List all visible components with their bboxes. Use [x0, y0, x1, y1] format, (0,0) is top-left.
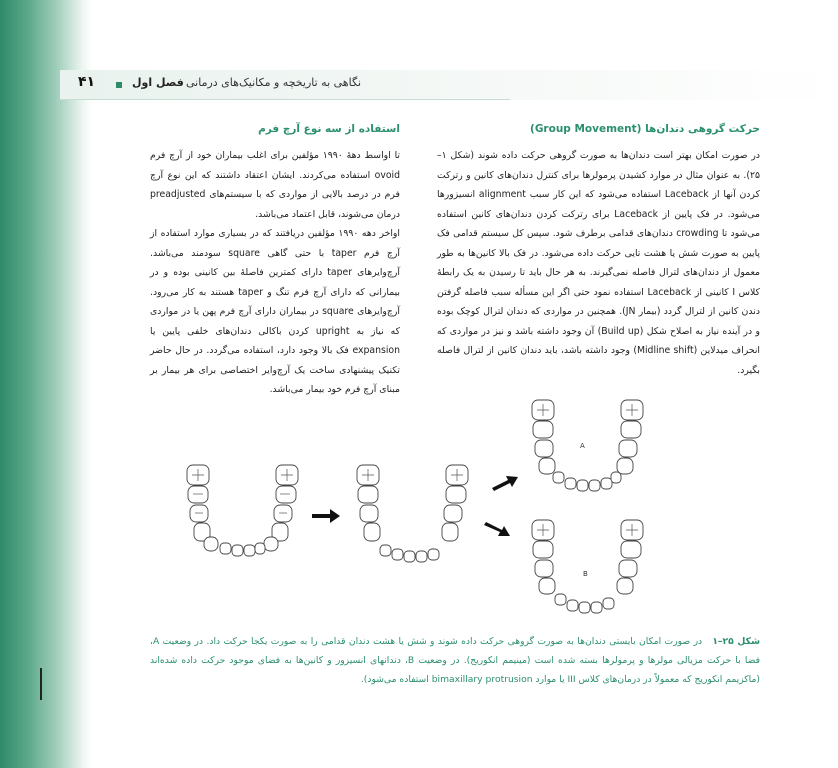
header-bullet-icon	[116, 82, 122, 88]
figure-label-b: B	[583, 570, 588, 578]
arrow-right-icon	[312, 509, 340, 523]
arch-initial	[187, 465, 298, 556]
arrow-down-right-icon	[484, 522, 510, 536]
running-header-title: نگاهی به تاریخچه و مکانیک‌های درمانی	[186, 76, 362, 89]
left-column-text	[150, 146, 400, 400]
figure-label-a: A	[580, 442, 585, 450]
figure-caption	[150, 632, 760, 689]
arrow-up-right-icon	[492, 476, 518, 491]
caption-number: شکل ۲۵–۱	[712, 636, 760, 647]
figure-dental-arches	[160, 380, 680, 625]
left-column-heading: استفاده از سه نوع آرچ فرم	[258, 123, 400, 135]
right-column-heading: حرکت گروهی دندان‌ها (Group Movement)	[530, 123, 760, 135]
margin-mark	[40, 668, 42, 700]
green-margin-band	[0, 0, 92, 768]
chapter-label: فصل اول	[132, 76, 184, 89]
page-number: ۴۱	[78, 74, 96, 90]
caption-text: در صورت امکان بایستی دندان‌ها به صورت گروهی حرکت داده شوند و شش یا هشت دندان قدامی را به صورت یکجا حرکت داد. در وضعیت A، فضا با حرکت مزیالی مولرها و پرمولرها بسته شده است (مینیمم انکوریج). در وضعیت B، دندانهای انسیزور و کانین‌ها به فضای موجود حرکت داده شده‌اند (ماکزیمم انکوریج که معمولاً در درمان‌های کلاس III یا موارد bimaxillary protrusion استفاده می‌شود).	[150, 636, 760, 685]
arch-result-b	[532, 520, 643, 613]
right-column-text	[437, 146, 760, 380]
header-rule	[60, 99, 510, 100]
arch-middle	[357, 465, 468, 562]
right-paragraph: در صورت امکان بهتر است دندان‌ها به صورت گروهی حرکت داده شوند (شکل ۱–۲۵). به عنوان مثال در موارد کشیدن پرمولرها برای کنترل دندان‌های کانین و رترکت کردن آنها از Laceback استفاده می‌شود که این کار سبب alignment انسیزورها می‌شود. در فک پایین از Laceback برای رترکت کردن دندان‌های کانین استفاده می‌شود تا crowding دندان‌های قدامی برطرف شود. سپس کل سیستم قدامی فک پایین به صورت شش یا هشت تایی حرکت داده می‌شود. در فک بالا کانین‌ها به طور معمول از دندان‌های لترال فاصله نمی‌گیرند. به هر حال باید تا رسیدن به یک رابطهٔ کلاس I کانینی از Laceback استفاده نمود حتی اگر این مسأله سبب فاصله گرفتن دندن کانین از لترال گردد (بیمار JN). همچنین در مواردی که دندان لترال کوچک بوده و در آینده نیاز به اصلاح شکل (Build up) آن وجود داشته باشد و نیز در مواردی که انحراف میدلاین (Midline shift) وجود داشته باشد، باید دندان کانین از لترال فاصله بگیرد.	[437, 150, 761, 376]
left-paragraph-2: اواخر دهه ۱۹۹۰ مؤلفین دریافتند که در بسیاری موارد استفاده از آرچ فرم taper با حتی گاهی square سودمند می‌باشد. آرچ‌وایرهای taper دارای کمترین فاصلهٔ بین کانینی بوده و در بیمارانی که دارای آرچ فرم تنگ و taper هستند به کار می‌رود. آرچ‌وایرهای square در بیماران دارای آرچ فرم پهن یا در مواردی که نیاز به upright کردن باکالی دندان‌های خلفی پایین یا expansion فک بالا وجود دارد، استفاده می‌گردد. در حال حاضر تکنیک پیشنهادی ساخت یک آرچ‌وایر اختصاصی برای هر بیمار بر مبنای آرچ فرم خود بیمار می‌باشد.	[150, 228, 400, 395]
left-paragraph-1: تا اواسط دههٔ ۱۹۹۰ مؤلفین برای اغلب بیماران خود از آرچ فرم ovoid استفاده می‌کردند. ایشان اعتقاد داشتند که این نوع آرچ فرم در درصد بالایی از مواردی که با سیستم‌های preadjusted درمان می‌شوند، قابل اعتماد می‌باشد.	[150, 150, 400, 220]
arch-result-a	[532, 400, 643, 491]
